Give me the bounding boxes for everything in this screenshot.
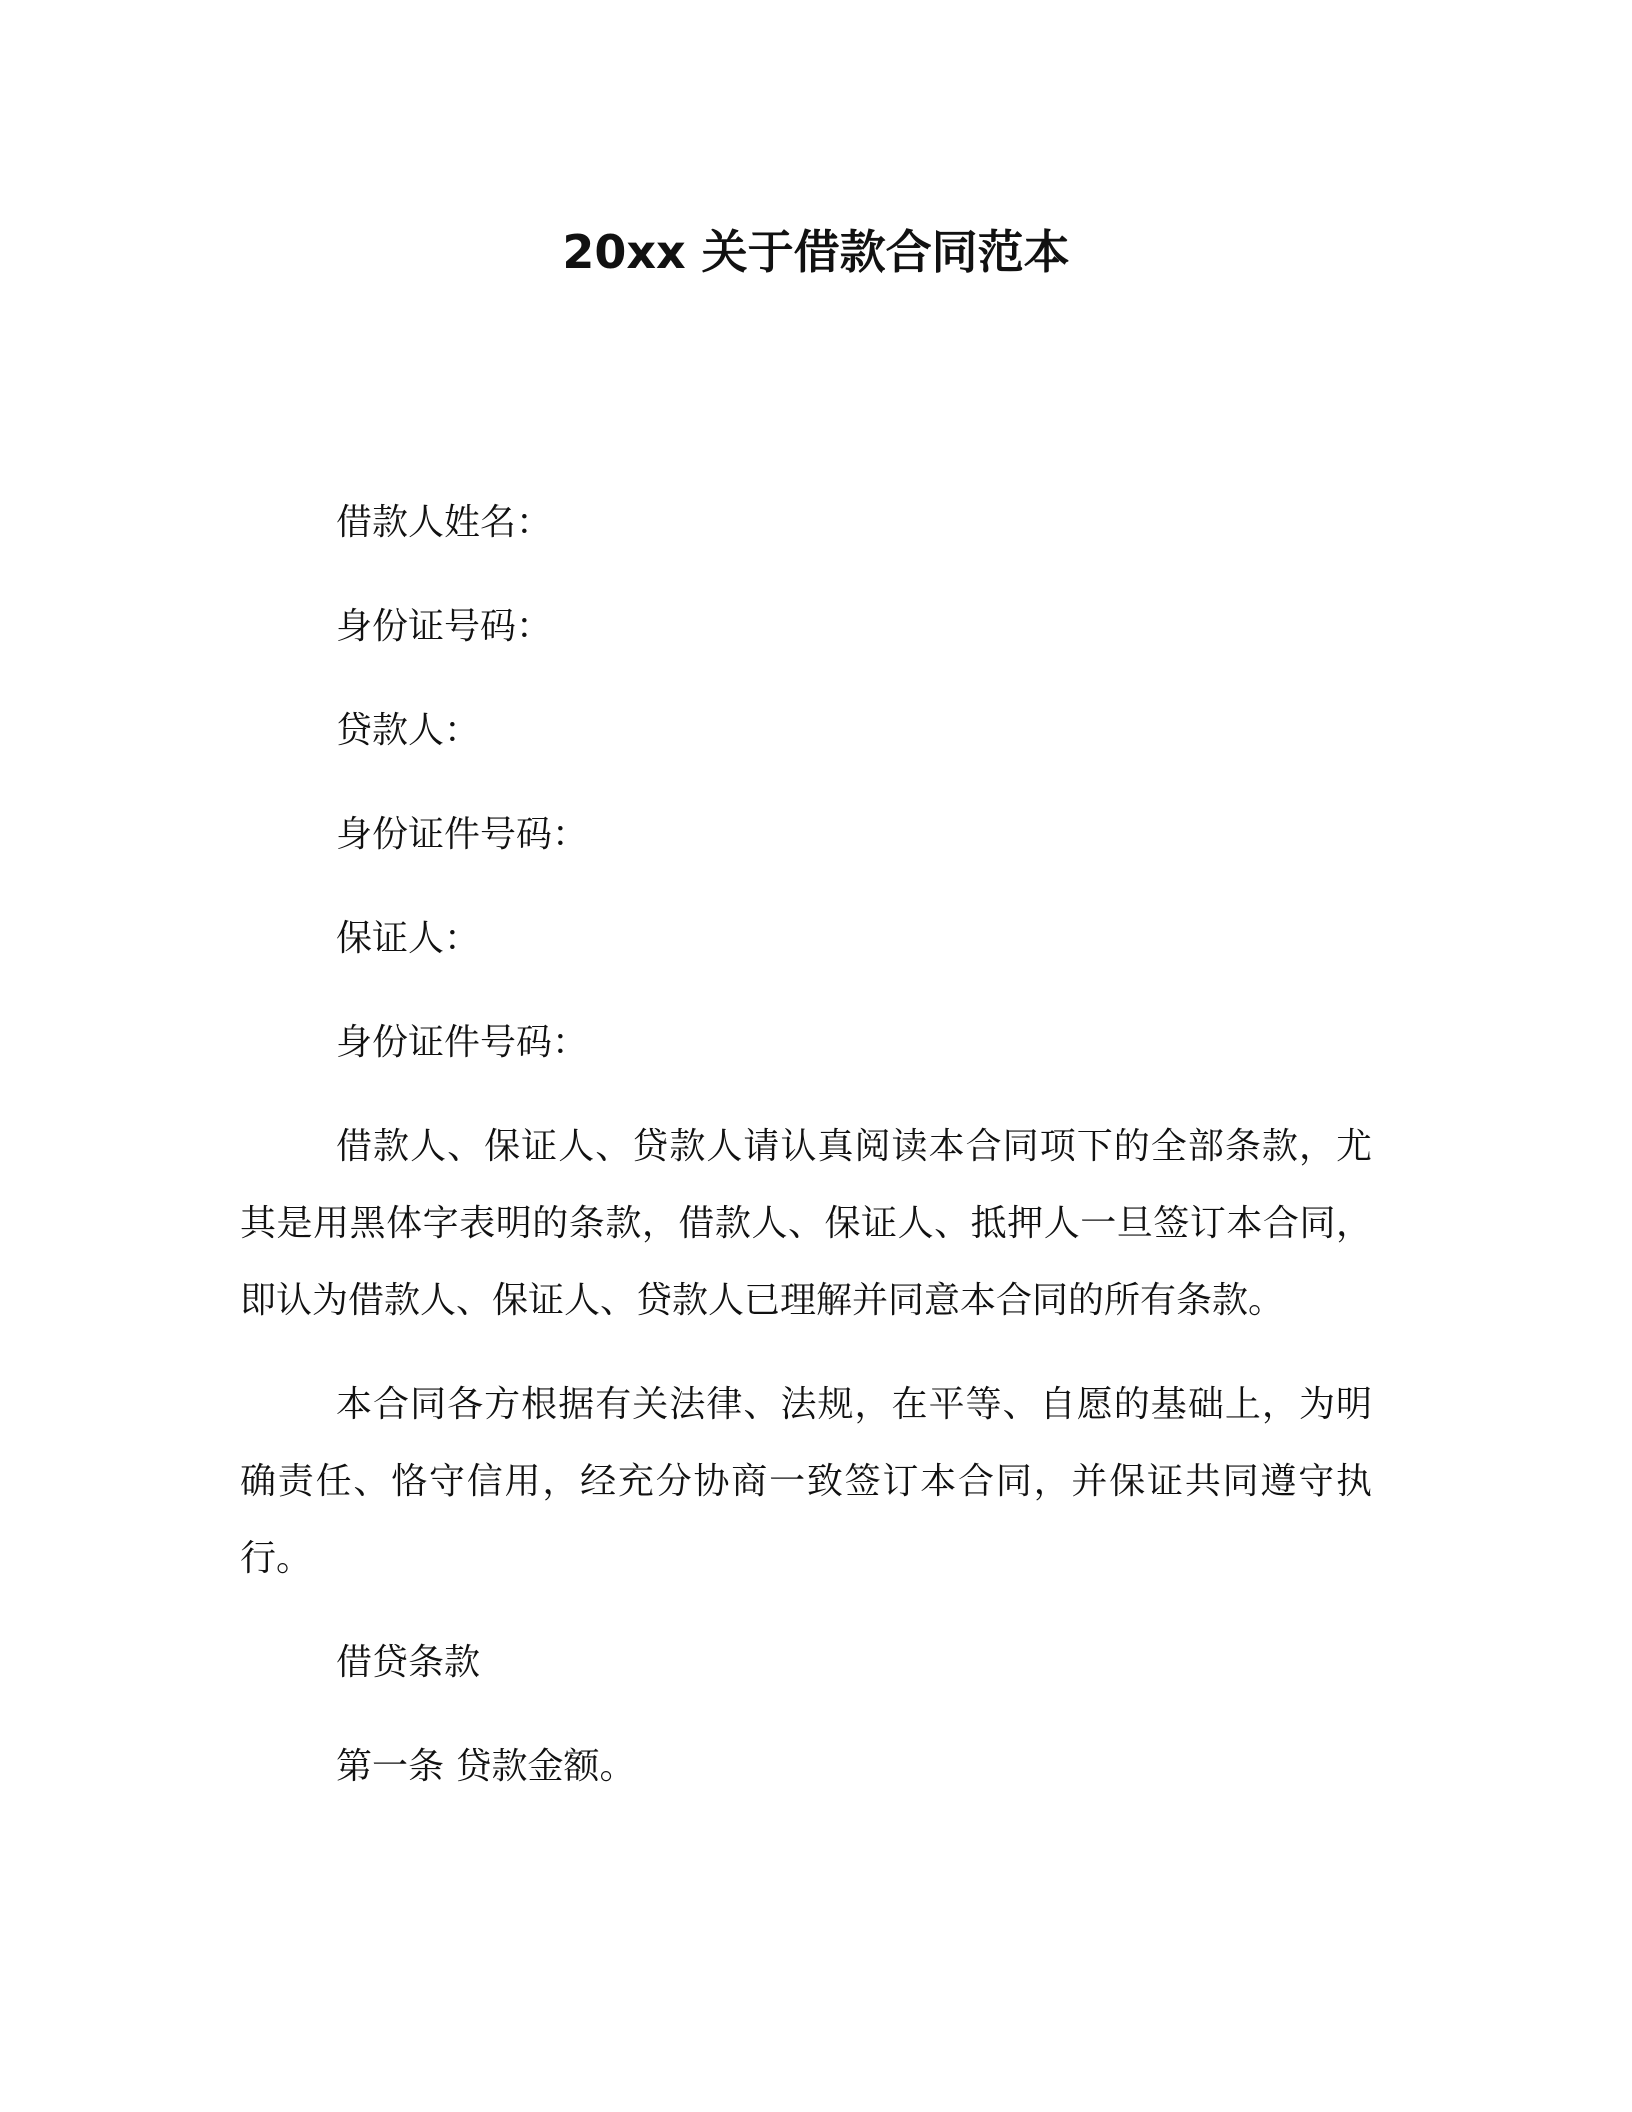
article-one-loan-amount: 第一条 贷款金额。 — [336, 1746, 636, 1787]
paragraph-reading-notice: 借款人、保证人、贷款人请认真阅读本合同项下的全部条款，尤其是用黑体字表明的条款，借款人、保证人、抵押人一旦签订本合同，即认为借款人、保证人、贷款人已理解并同意本合同的所有条款。 — [240, 1126, 1372, 1321]
document-title: 20xx 关于借款合同范本 — [562, 225, 1070, 279]
section-heading-loan-terms: 借贷条款 — [336, 1642, 481, 1683]
paragraph-contract-basis: 本合同各方根据有关法律、法规，在平等、自愿的基础上，为明确责任、恪守信用，经充分协商一致签订本合同，并保证共同遵守执行。 — [240, 1384, 1372, 1579]
field-borrower-id: 身份证号码： — [336, 606, 553, 647]
document-body — [240, 484, 1372, 1832]
field-guarantor: 保证人： — [336, 918, 481, 959]
field-guarantor-id: 身份证件号码： — [336, 1022, 589, 1063]
field-lender: 贷款人： — [336, 710, 481, 751]
field-lender-id: 身份证件号码： — [336, 814, 589, 855]
field-borrower-name: 借款人姓名： — [336, 502, 553, 543]
